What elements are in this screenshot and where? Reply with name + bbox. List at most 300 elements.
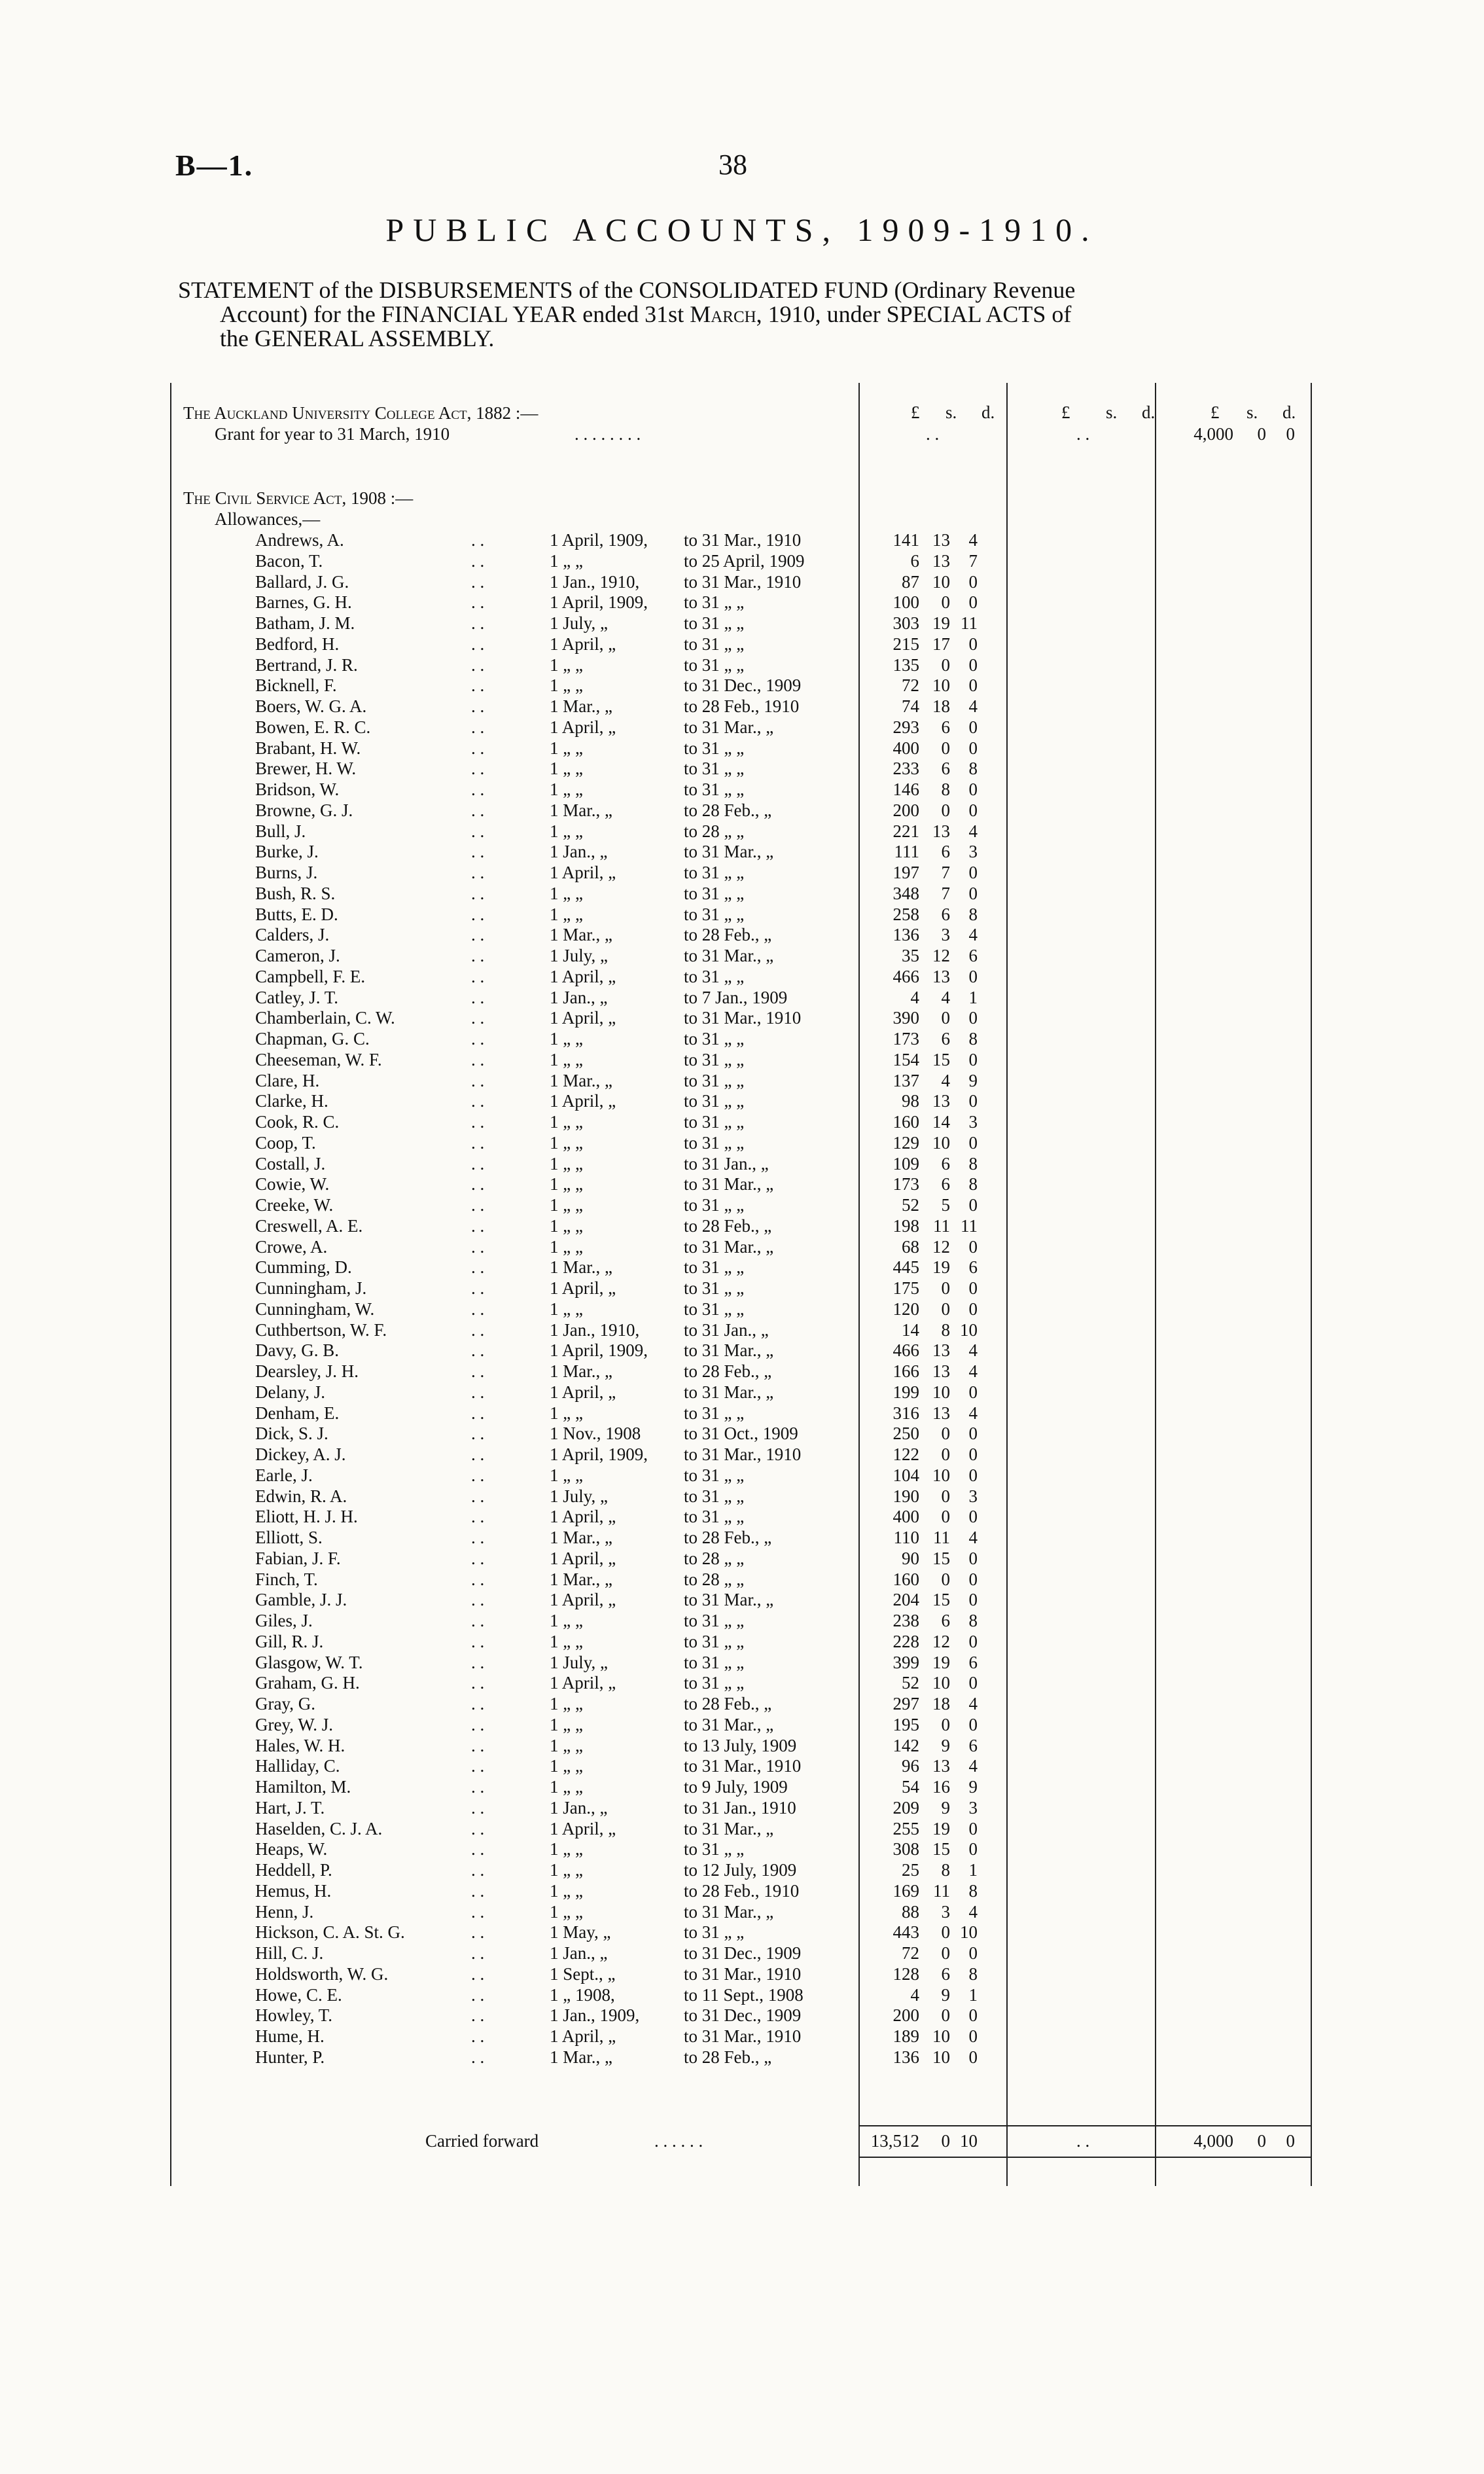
period-from: 1 April, „	[550, 634, 616, 654]
amount-pounds: 68	[902, 1236, 919, 1257]
leader-dots: . .	[471, 1694, 485, 1713]
payee-name: Creswell, A. E.	[255, 1215, 363, 1236]
amount-pounds: 87	[902, 571, 919, 592]
payee-name: Gamble, J. J.	[255, 1590, 347, 1610]
period-from: 1 „ „	[550, 1403, 583, 1423]
amount-pounds: 400	[892, 738, 919, 758]
period-from: 1 „ „	[550, 1880, 583, 1901]
amount-shillings: 0	[941, 1424, 950, 1444]
period-to: to 31 Mar., 1910	[684, 1444, 802, 1464]
amount-shillings: 6	[941, 842, 950, 862]
amount-pounds: 221	[892, 821, 919, 841]
period-from: 1 April, 1909,	[550, 530, 648, 550]
period-from: 1 „ „	[550, 1631, 583, 1651]
amount-shillings: 10	[932, 571, 950, 592]
period-to: to 31 „ „	[684, 1070, 745, 1090]
amount-shillings: 13	[932, 550, 950, 571]
period-from: 1 „ „	[550, 1236, 583, 1257]
leader-dots: . .	[471, 1756, 485, 1776]
period-from: 1 „ „	[550, 1029, 583, 1049]
amount-pounds: 293	[892, 717, 919, 737]
period-to: to 12 July, 1909	[684, 1860, 797, 1880]
amount-shillings: 3	[941, 1901, 950, 1922]
allowances-subheading-row	[170, 509, 1312, 529]
table-row	[170, 1028, 1312, 1049]
amount-pounds: 390	[892, 1008, 919, 1028]
table-row	[170, 1174, 1312, 1194]
payee-name: Heddell, P.	[255, 1860, 332, 1880]
leader-dots: . .	[471, 634, 485, 654]
table-row	[170, 1299, 1312, 1319]
amount-pence: 11	[961, 613, 978, 633]
statement-line-2: Account) for the FINANCIAL YEAR ended 31st March, 1910, under SPECIAL ACTS of	[220, 301, 1072, 327]
leader-dots: . .	[471, 1319, 485, 1340]
period-to: to 31 „ „	[684, 613, 745, 633]
leader-dots: . .	[471, 571, 485, 592]
page-title: PUBLIC ACCOUNTS, 1909-1910.	[385, 211, 1099, 248]
table-row	[170, 634, 1312, 654]
amount-pence: 0	[968, 1507, 978, 1527]
period-to: to 31 Dec., 1909	[684, 2005, 802, 2026]
amount-pence: 10	[960, 1922, 978, 1943]
table-row	[170, 800, 1312, 821]
payee-name: Hill, C. J.	[255, 1943, 324, 1963]
payee-name: Hunter, P.	[255, 2047, 325, 2067]
amount-pounds: 199	[892, 1382, 919, 1402]
leader-dots: . .	[471, 863, 485, 882]
amount-shillings: 0	[941, 1008, 950, 1028]
amount-pounds: 197	[892, 863, 919, 882]
payee-name: Giles, J.	[255, 1611, 313, 1630]
payee-name: Butts, E. D.	[255, 904, 338, 924]
amount-pence: 0	[968, 1569, 978, 1589]
period-to: to 31 „ „	[684, 1091, 745, 1111]
period-from: 1 „ „	[550, 1112, 583, 1132]
table-row	[170, 1818, 1312, 1839]
table-row	[170, 1943, 1312, 1963]
payee-name: Chamberlain, C. W.	[255, 1008, 395, 1028]
amount-pence: 0	[968, 1590, 978, 1610]
amount-pence: 0	[968, 571, 978, 592]
payee-name: Bridson, W.	[255, 780, 340, 799]
period-from: 1 „ „	[550, 759, 583, 779]
amount-pence: 8	[968, 1153, 978, 1174]
amount-shillings: 0	[941, 1486, 950, 1506]
payee-name: Batham, J. M.	[255, 613, 355, 633]
amount-pounds: 35	[902, 946, 919, 965]
table-row	[170, 2005, 1312, 2026]
amount-pence: 8	[968, 1174, 978, 1194]
carried-col2-blank: . .	[1076, 2131, 1090, 2151]
leader-dots: . .	[471, 613, 485, 633]
amount-pounds: 90	[902, 1548, 919, 1568]
leader-dots: . .	[471, 592, 485, 613]
payee-name: Boers, W. G. A.	[255, 696, 367, 716]
period-to: to 9 July, 1909	[684, 1777, 788, 1797]
amount-shillings: 0	[941, 1922, 950, 1943]
amount-pounds: 128	[892, 1963, 919, 1984]
amount-pounds: 6	[910, 550, 919, 571]
payee-name: Graham, G. H.	[255, 1673, 360, 1693]
amount-shillings: 9	[941, 1797, 950, 1818]
leader-dots: . .	[471, 1714, 485, 1734]
amount-pence: 0	[968, 2005, 978, 2026]
table-row	[170, 1984, 1312, 2005]
payee-name: Haselden, C. J. A.	[255, 1818, 383, 1838]
grant-pence: 0	[1286, 424, 1295, 444]
period-from: 1 April, „	[550, 1382, 616, 1402]
table-row	[170, 1859, 1312, 1880]
period-to: to 28 Feb., 1910	[684, 696, 800, 716]
table-row	[170, 613, 1312, 634]
table-row	[170, 758, 1312, 779]
amount-pence: 0	[968, 1424, 978, 1444]
amount-pounds: 169	[892, 1880, 919, 1901]
leader-dots: . .	[471, 530, 485, 550]
amount-shillings: 0	[941, 1507, 950, 1527]
amount-pounds: 233	[892, 759, 919, 779]
period-to: to 28 Feb., „	[684, 2047, 772, 2067]
period-from: 1 „ „	[550, 1714, 583, 1734]
payee-name: Crowe, A.	[255, 1236, 328, 1257]
leader-dots: . .	[471, 1299, 485, 1319]
amount-pence: 10	[960, 1319, 978, 1340]
payee-name: Eliott, H. J. H.	[255, 1507, 358, 1527]
leader-dots: . .	[471, 1465, 485, 1485]
period-from: 1 April, „	[550, 1278, 616, 1298]
amount-shillings: 18	[932, 1694, 950, 1713]
period-to: to 31 „ „	[684, 1839, 745, 1859]
amount-shillings: 6	[941, 1029, 950, 1049]
table-row	[170, 1278, 1312, 1299]
amount-pence: 4	[968, 1694, 978, 1713]
amount-pounds: 189	[892, 2026, 919, 2046]
amount-pounds: 129	[892, 1132, 919, 1153]
payee-name: Browne, G. J.	[255, 800, 353, 820]
leader-dots: . .	[471, 1132, 485, 1153]
amount-shillings: 0	[941, 1278, 950, 1298]
carried-col3-shillings: 0	[1257, 2131, 1266, 2151]
amount-pence: 0	[968, 675, 978, 696]
period-to: to 25 April, 1909	[684, 550, 805, 571]
amount-pence: 0	[968, 1008, 978, 1028]
table-row	[170, 1403, 1312, 1424]
leader-dots: . .	[471, 1174, 485, 1194]
period-to: to 31 „ „	[684, 966, 745, 986]
amount-pence: 0	[968, 1839, 978, 1859]
period-to: to 31 „ „	[684, 1195, 745, 1215]
period-from: 1 April, „	[550, 1008, 616, 1028]
amount-pounds: 316	[892, 1403, 919, 1423]
amount-pounds: 215	[892, 634, 919, 654]
period-from: 1 Mar., „	[550, 2047, 612, 2067]
period-to: to 28 „ „	[684, 1548, 745, 1568]
payee-name: Calders, J.	[255, 925, 330, 945]
amount-shillings: 6	[941, 717, 950, 737]
period-to: to 31 „ „	[684, 1257, 745, 1278]
leader-dots: . .	[471, 1236, 485, 1257]
leader-dots: . .	[471, 987, 485, 1007]
payee-name: Bicknell, F.	[255, 675, 337, 696]
leader-dots: . .	[471, 821, 485, 841]
period-to: to 31 „ „	[684, 780, 745, 799]
period-from: 1 „ „	[550, 1694, 583, 1713]
amount-shillings: 10	[932, 1382, 950, 1402]
amount-pounds: 135	[892, 654, 919, 675]
amount-shillings: 8	[941, 1860, 950, 1880]
period-from: 1 April, „	[550, 1590, 616, 1610]
payee-name: Cumming, D.	[255, 1257, 352, 1278]
amount-pence: 0	[968, 738, 978, 758]
period-from: 1 April, „	[550, 863, 616, 882]
period-to: to 31 Mar., „	[684, 1714, 774, 1734]
amount-pounds: 303	[892, 613, 919, 633]
payee-name: Dickey, A. J.	[255, 1444, 346, 1464]
amount-pence: 8	[968, 1611, 978, 1630]
amount-pence: 9	[968, 1777, 978, 1797]
amount-shillings: 0	[941, 800, 950, 820]
period-from: 1 April, „	[550, 1673, 616, 1693]
table-row	[170, 1153, 1312, 1174]
period-from: 1 Mar., „	[550, 800, 612, 820]
payee-name: Bacon, T.	[255, 550, 323, 571]
period-from: 1 Jan., 1909,	[550, 2005, 640, 2026]
amount-pence: 0	[968, 780, 978, 799]
amount-pounds: 173	[892, 1174, 919, 1194]
table-row	[170, 1132, 1312, 1153]
amount-pounds: 72	[902, 675, 919, 696]
amount-pence: 0	[968, 654, 978, 675]
grant-col1-blank: . .	[926, 424, 940, 444]
period-to: to 28 Feb., „	[684, 1361, 772, 1381]
period-to: to 31 Mar., 1910	[684, 530, 802, 550]
table-row	[170, 654, 1312, 675]
amount-shillings: 6	[941, 1174, 950, 1194]
amount-pounds: 200	[892, 800, 919, 820]
table-row	[170, 738, 1312, 759]
leader-dots: . .	[471, 1818, 485, 1838]
period-from: 1 „ „	[550, 1735, 583, 1755]
amount-shillings: 10	[932, 1465, 950, 1485]
period-to: to 31 „ „	[684, 592, 745, 613]
amount-shillings: 0	[941, 1299, 950, 1319]
leader-dots: . .	[471, 654, 485, 675]
statement-line-1: STATEMENT of the DISBURSEMENTS of the CONSOLIDATED FUND (Ordinary Revenue	[178, 277, 1076, 303]
civil-service-heading: The Civil Service Act, 1908 :—	[183, 488, 414, 508]
leader-dots: . .	[471, 1963, 485, 1984]
payee-name: Cheeseman, W. F.	[255, 1049, 382, 1069]
payee-name: Fabian, J. F.	[255, 1548, 341, 1568]
table-row	[170, 1922, 1312, 1943]
amount-shillings: 4	[941, 1070, 950, 1090]
amount-pounds: 137	[892, 1070, 919, 1090]
amount-shillings: 15	[932, 1839, 950, 1859]
payee-name: Howe, C. E.	[255, 1984, 342, 2005]
period-from: 1 April, „	[550, 1507, 616, 1527]
table-row	[170, 1049, 1312, 1070]
leader-dots: . .	[471, 1735, 485, 1755]
table-row	[170, 1090, 1312, 1111]
period-from: 1 „ „	[550, 1215, 583, 1236]
leader-dots: . .	[471, 1008, 485, 1028]
leader-dots: . .	[471, 904, 485, 924]
allowances-subheading: Allowances,—	[215, 509, 321, 529]
col3-shilling-header: s.	[1246, 403, 1258, 422]
amount-pounds: 466	[892, 1340, 919, 1361]
table-row	[170, 1838, 1312, 1859]
leader-dots: . .	[471, 946, 485, 965]
amount-pence: 7	[968, 550, 978, 571]
leader-dots: . .	[471, 759, 485, 779]
carried-forward-label: Carried forward	[425, 2131, 539, 2151]
table-row	[170, 1111, 1312, 1132]
leader-dots: . .	[471, 2026, 485, 2046]
leader-dots: . .	[471, 1278, 485, 1298]
table-row	[170, 883, 1312, 904]
period-from: 1 April, 1909,	[550, 1444, 648, 1464]
payee-name: Halliday, C.	[255, 1756, 340, 1776]
grant-shillings: 0	[1257, 424, 1266, 444]
leader-dots: . .	[471, 1673, 485, 1693]
amount-pounds: 166	[892, 1361, 919, 1381]
period-from: 1 Jan., „	[550, 1797, 608, 1818]
period-to: to 31 „ „	[684, 883, 745, 903]
payee-name: Cowie, W.	[255, 1174, 330, 1194]
amount-shillings: 7	[941, 883, 950, 903]
table-row	[170, 1901, 1312, 1922]
amount-pence: 0	[968, 1299, 978, 1319]
payee-name: Cook, R. C.	[255, 1112, 340, 1132]
amount-shillings: 10	[932, 2026, 950, 2046]
amount-pence: 0	[968, 966, 978, 986]
statement-line-3: the GENERAL ASSEMBLY.	[220, 325, 495, 351]
period-to: to 11 Sept., 1908	[684, 1984, 804, 2005]
payee-name: Bull, J.	[255, 821, 306, 841]
table-row	[170, 1672, 1312, 1693]
period-from: 1 April, „	[550, 966, 616, 986]
period-to: to 31 „ „	[684, 1631, 745, 1651]
amount-shillings: 13	[932, 966, 950, 986]
period-to: to 28 Feb., „	[684, 1215, 772, 1236]
leader-dots: . .	[471, 1548, 485, 1568]
amount-shillings: 12	[932, 1236, 950, 1257]
period-from: 1 Jan., „	[550, 842, 608, 862]
table-row	[170, 1880, 1312, 1901]
col1-pound-header: £	[911, 403, 920, 422]
period-to: to 31 Jan., „	[684, 1319, 769, 1340]
period-from: 1 „ „	[550, 1777, 583, 1797]
amount-pence: 0	[968, 883, 978, 903]
leader-dots: . .	[471, 1922, 485, 1943]
payee-name: Cunningham, W.	[255, 1299, 375, 1319]
amount-pence: 3	[968, 1797, 978, 1818]
payee-name: Gray, G.	[255, 1694, 315, 1713]
period-from: 1 „ „	[550, 550, 583, 571]
period-to: to 31 „ „	[684, 654, 745, 675]
leader-dots: . .	[471, 1153, 485, 1174]
amount-pence: 4	[968, 1361, 978, 1381]
period-to: to 31 Oct., 1909	[684, 1424, 798, 1444]
amount-pence: 1	[968, 1984, 978, 2005]
amount-shillings: 8	[941, 780, 950, 799]
leader-dots: . .	[471, 800, 485, 820]
table-row	[170, 1007, 1312, 1028]
leader-dots: . .	[471, 696, 485, 716]
period-from: 1 „ „	[550, 675, 583, 696]
amount-shillings: 3	[941, 925, 950, 945]
table-row	[170, 987, 1312, 1008]
table-row	[170, 1527, 1312, 1548]
amount-pence: 0	[968, 634, 978, 654]
payee-name: Henn, J.	[255, 1901, 314, 1922]
table-row	[170, 571, 1312, 592]
leader-dots: . .	[471, 2005, 485, 2026]
amount-shillings: 13	[932, 1756, 950, 1776]
amount-pounds: 110	[893, 1528, 919, 1547]
amount-shillings: 10	[932, 1673, 950, 1693]
amount-pounds: 54	[902, 1777, 919, 1797]
period-from: 1 „ „	[550, 1153, 583, 1174]
period-from: 1 „ „	[550, 654, 583, 675]
amount-pence: 0	[968, 1465, 978, 1485]
amount-pounds: 14	[902, 1319, 919, 1340]
amount-pence: 0	[968, 863, 978, 882]
amount-pounds: 52	[902, 1673, 919, 1693]
carried-forward-dots: . . . . . .	[654, 2131, 703, 2151]
auckland-grant-row	[170, 423, 1312, 444]
amount-pence: 4	[968, 1756, 978, 1776]
amount-pence: 4	[968, 1403, 978, 1423]
amount-pence: 0	[968, 717, 978, 737]
period-to: to 31 „ „	[684, 1403, 745, 1423]
amount-pence: 3	[968, 842, 978, 862]
amount-shillings: 0	[941, 1943, 950, 1963]
period-to: to 31 „ „	[684, 1049, 745, 1069]
amount-pence: 4	[968, 821, 978, 841]
table-row	[170, 966, 1312, 987]
leader-dots: . .	[471, 1569, 485, 1589]
period-from: 1 „ „	[550, 1174, 583, 1194]
amount-pence: 8	[968, 759, 978, 779]
table-row	[170, 1465, 1312, 1486]
payee-name: Hart, J. T.	[255, 1797, 325, 1818]
payee-name: Edwin, R. A.	[255, 1486, 347, 1506]
amount-pence: 0	[968, 2026, 978, 2046]
period-to: to 28 „ „	[684, 1569, 745, 1589]
payee-name: Glasgow, W. T.	[255, 1652, 363, 1672]
period-to: to 28 Feb., „	[684, 1694, 772, 1713]
period-to: to 31 Mar., „	[684, 946, 774, 965]
amount-shillings: 0	[941, 1444, 950, 1464]
period-to: to 31 Mar., 1910	[684, 1008, 802, 1028]
amount-shillings: 7	[941, 863, 950, 882]
leader-dots: . .	[471, 1382, 485, 1402]
table-row	[170, 841, 1312, 862]
table-row	[170, 1631, 1312, 1652]
amount-shillings: 15	[932, 1049, 950, 1069]
amount-shillings: 13	[932, 530, 950, 550]
carried-col1-pence: 10	[960, 2131, 978, 2151]
period-to: to 28 Feb., 1910	[684, 1880, 800, 1901]
period-to: to 31 Jan., 1910	[684, 1797, 796, 1818]
table-row	[170, 550, 1312, 571]
period-from: 1 „ „	[550, 1195, 583, 1215]
page-reference: B—1.	[175, 149, 254, 182]
amount-shillings: 11	[933, 1880, 950, 1901]
table-row	[170, 904, 1312, 925]
amount-pence: 0	[968, 1548, 978, 1568]
period-from: 1 „ „	[550, 1901, 583, 1922]
